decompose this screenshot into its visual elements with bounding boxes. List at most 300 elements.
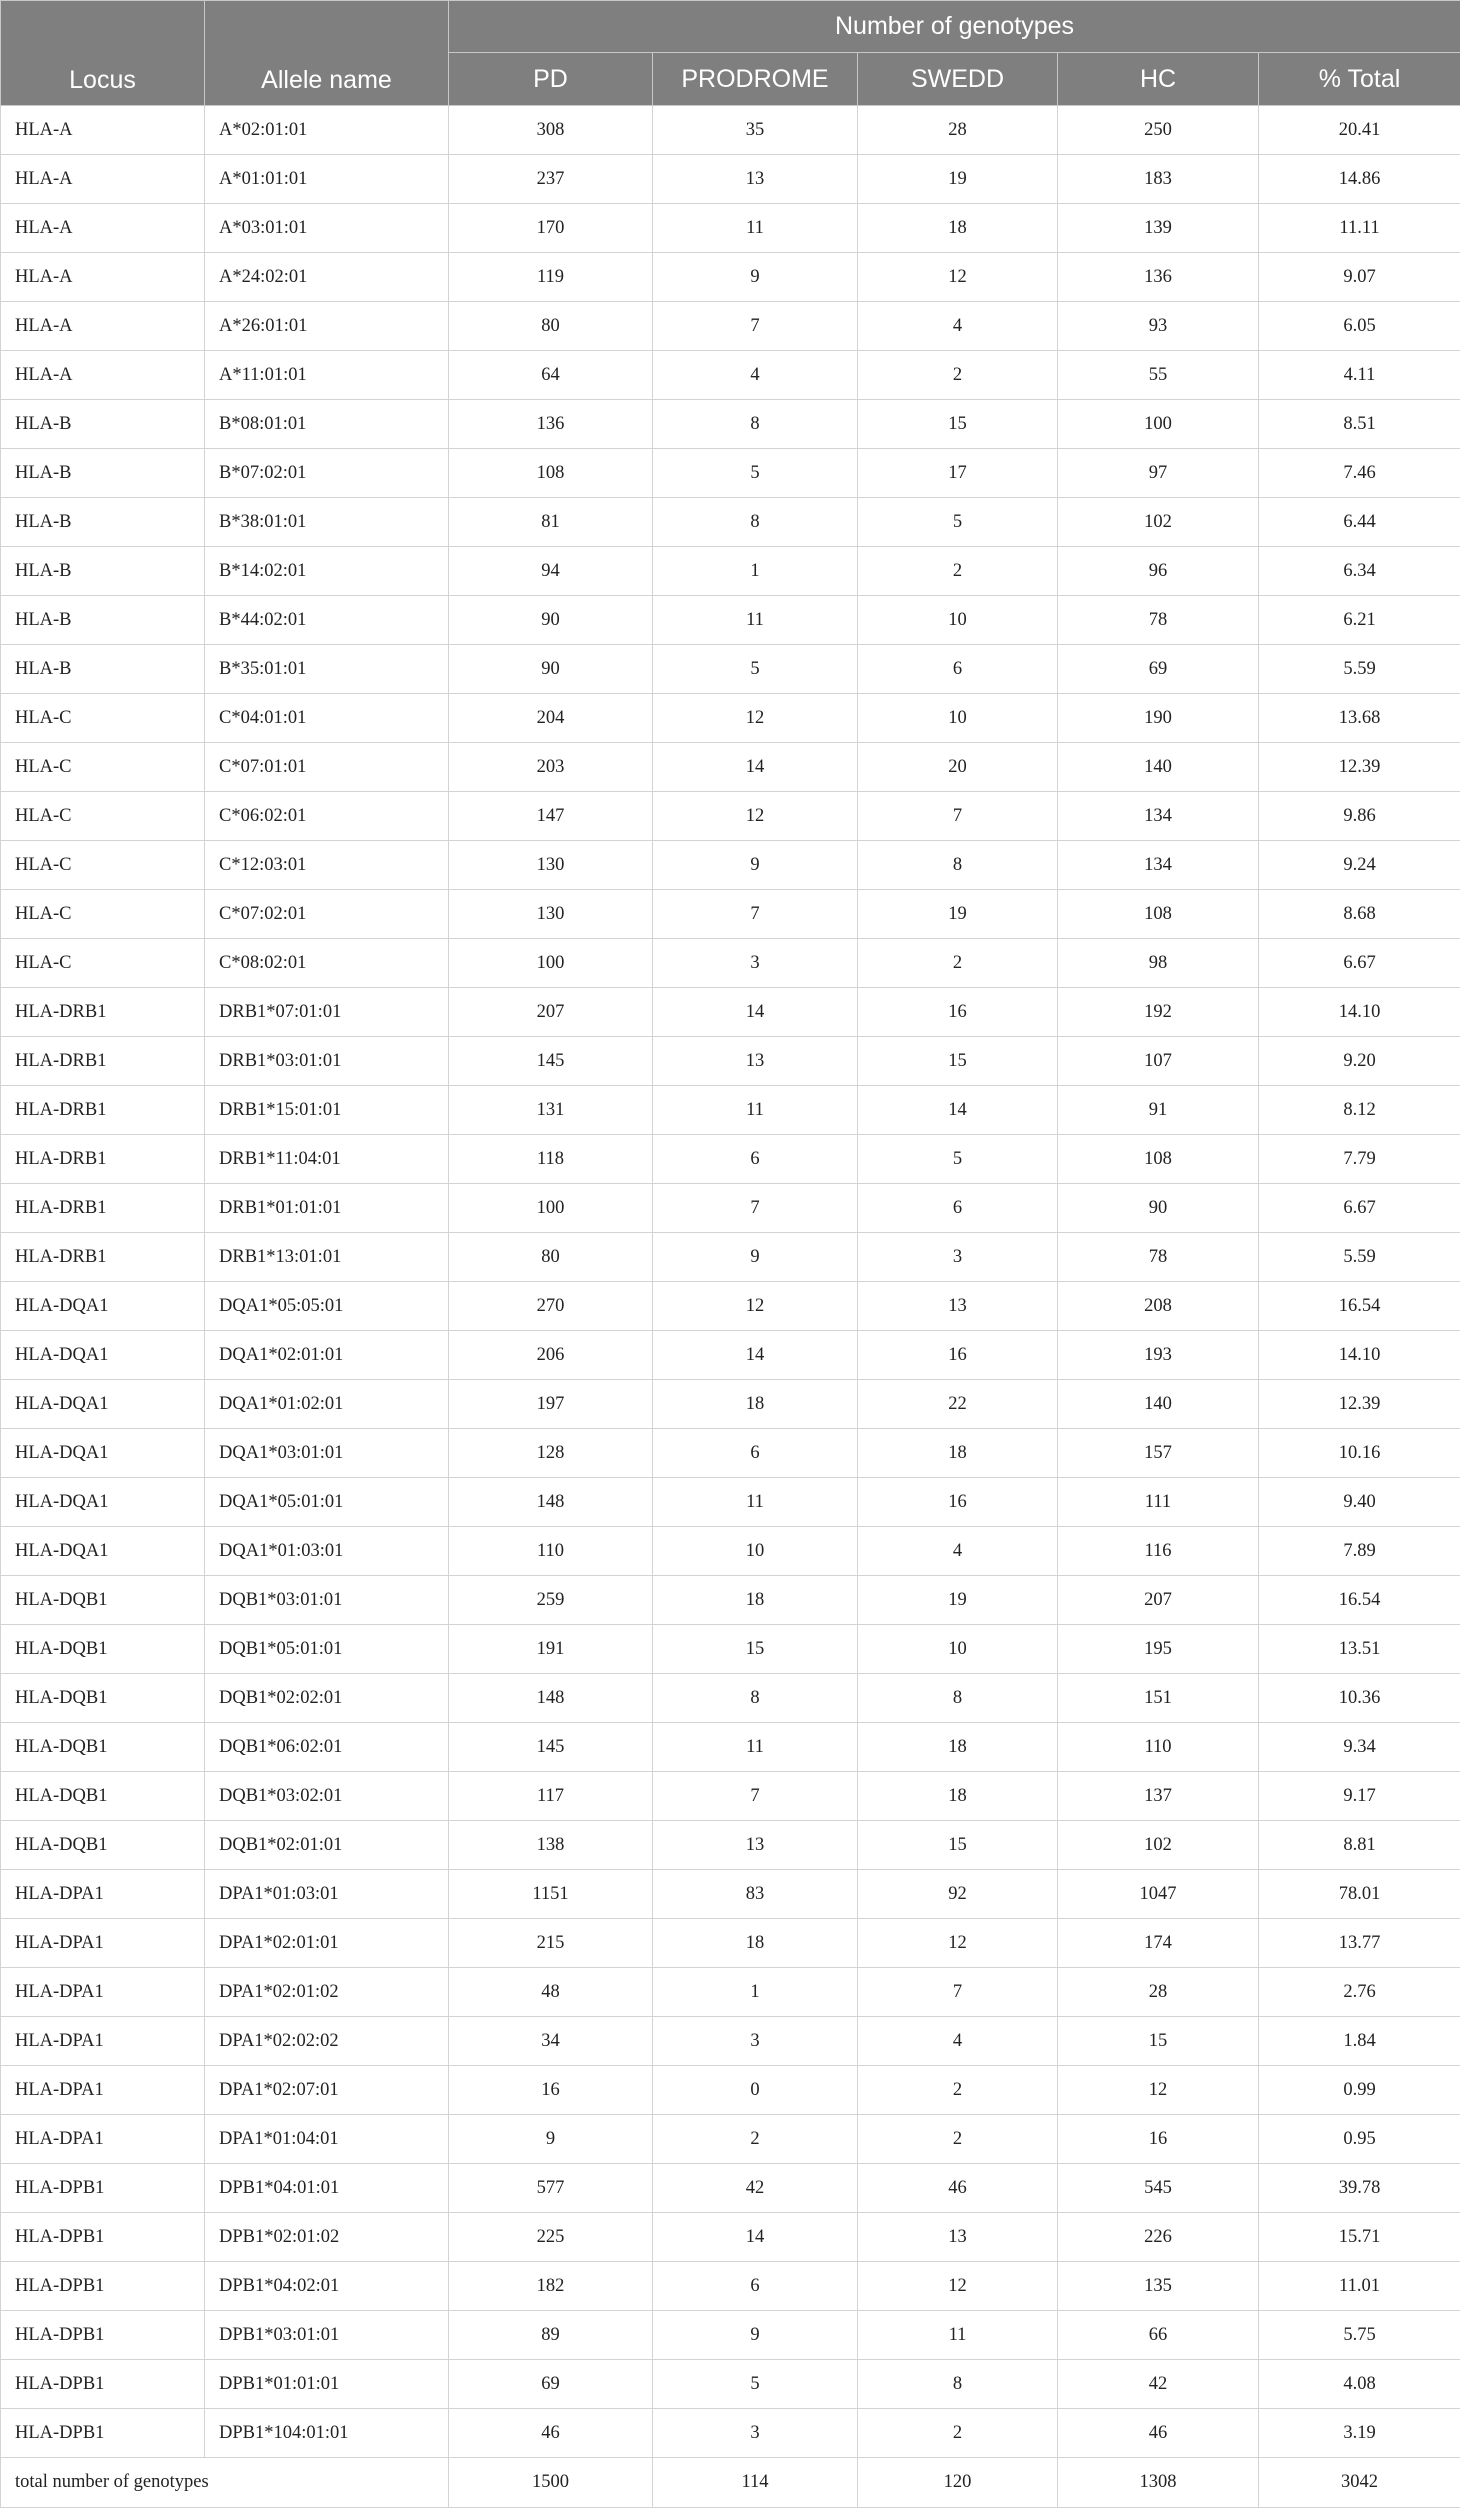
cell-locus: HLA-DQA1 [1,1478,205,1527]
cell-hc: 183 [1058,155,1259,204]
cell-locus: HLA-DPA1 [1,1870,205,1919]
cell-hc: 93 [1058,302,1259,351]
cell-percent-total: 16.54 [1259,1282,1460,1331]
cell-pd: 1151 [449,1870,653,1919]
cell-pd: 46 [449,2409,653,2458]
cell-hc: 140 [1058,743,1259,792]
table-row [1,1086,1460,1135]
cell-percent-total: 39.78 [1259,2164,1460,2213]
cell-percent-total: 11.01 [1259,2262,1460,2311]
cell-allele-name: DRB1*03:01:01 [205,1037,449,1086]
cell-locus: HLA-DQB1 [1,1625,205,1674]
cell-prodrome: 11 [653,204,858,253]
cell-prodrome: 7 [653,1184,858,1233]
cell-percent-total: 10.36 [1259,1674,1460,1723]
cell-allele-name: DQA1*01:03:01 [205,1527,449,1576]
cell-allele-name: B*14:02:01 [205,547,449,596]
cell-allele-name: DRB1*13:01:01 [205,1233,449,1282]
cell-hc: 207 [1058,1576,1259,1625]
cell-allele-name: DRB1*07:01:01 [205,988,449,1037]
cell-locus: HLA-DPB1 [1,2311,205,2360]
cell-swedd: 28 [858,106,1058,155]
cell-percent-total: 6.21 [1259,596,1460,645]
table-row [1,596,1460,645]
cell-swedd: 8 [858,1674,1058,1723]
cell-locus: HLA-DQA1 [1,1282,205,1331]
cell-swedd: 16 [858,1331,1058,1380]
cell-percent-total: 13.68 [1259,694,1460,743]
cell-allele-name: B*08:01:01 [205,400,449,449]
cell-allele-name: DPA1*02:01:02 [205,1968,449,2017]
cell-prodrome: 14 [653,2213,858,2262]
cell-allele-name: DPB1*04:01:01 [205,2164,449,2213]
table-row [1,155,1460,204]
cell-pd: 197 [449,1380,653,1429]
cell-locus: HLA-DQA1 [1,1527,205,1576]
cell-pd: 90 [449,596,653,645]
cell-pd: 204 [449,694,653,743]
cell-pd: 34 [449,2017,653,2066]
cell-locus: HLA-DPB1 [1,2164,205,2213]
cell-locus: HLA-DQB1 [1,1772,205,1821]
table-row [1,1135,1460,1184]
cell-percent-total: 5.75 [1259,2311,1460,2360]
header-hc: HC [1058,53,1259,106]
cell-pd: 128 [449,1429,653,1478]
table-row [1,1968,1460,2017]
table-row [1,1919,1460,1968]
cell-allele-name: B*44:02:01 [205,596,449,645]
cell-swedd: 20 [858,743,1058,792]
cell-pd: 170 [449,204,653,253]
cell-prodrome: 6 [653,1429,858,1478]
cell-swedd: 6 [858,645,1058,694]
cell-swedd: 13 [858,1282,1058,1331]
cell-prodrome: 6 [653,1135,858,1184]
cell-allele-name: A*26:01:01 [205,302,449,351]
cell-swedd: 16 [858,988,1058,1037]
cell-percent-total: 8.51 [1259,400,1460,449]
cell-locus: HLA-B [1,645,205,694]
cell-hc: 139 [1058,204,1259,253]
table-row [1,841,1460,890]
cell-pd: 130 [449,841,653,890]
cell-prodrome: 35 [653,106,858,155]
cell-pd: 207 [449,988,653,1037]
cell-hc: 111 [1058,1478,1259,1527]
cell-percent-total: 0.95 [1259,2115,1460,2164]
cell-pd: 308 [449,106,653,155]
cell-allele-name: A*24:02:01 [205,253,449,302]
cell-pd: 108 [449,449,653,498]
cell-prodrome: 2 [653,2115,858,2164]
cell-allele-name: DQA1*01:02:01 [205,1380,449,1429]
cell-pd: 80 [449,1233,653,1282]
table-row [1,2311,1460,2360]
table-row [1,1821,1460,1870]
cell-hc: 134 [1058,841,1259,890]
cell-pd: 138 [449,1821,653,1870]
cell-hc: 69 [1058,645,1259,694]
cell-prodrome: 18 [653,1576,858,1625]
cell-prodrome: 13 [653,1037,858,1086]
cell-hc: 12 [1058,2066,1259,2115]
cell-pd: 89 [449,2311,653,2360]
cell-percent-total: 14.86 [1259,155,1460,204]
cell-locus: HLA-B [1,498,205,547]
cell-prodrome: 83 [653,1870,858,1919]
table-row [1,498,1460,547]
cell-pd: 191 [449,1625,653,1674]
table-row [1,1576,1460,1625]
cell-swedd: 11 [858,2311,1058,2360]
cell-locus: HLA-DPA1 [1,1919,205,1968]
cell-swedd: 4 [858,302,1058,351]
cell-prodrome: 12 [653,694,858,743]
cell-prodrome: 7 [653,1772,858,1821]
cell-percent-total: 9.17 [1259,1772,1460,1821]
cell-locus: HLA-DPB1 [1,2213,205,2262]
cell-pd: 136 [449,400,653,449]
cell-locus: HLA-DQB1 [1,1821,205,1870]
cell-hc: 100 [1058,400,1259,449]
cell-percent-total: 6.67 [1259,939,1460,988]
cell-allele-name: A*01:01:01 [205,155,449,204]
cell-hc: 137 [1058,1772,1259,1821]
cell-prodrome: 7 [653,302,858,351]
cell-hc: 193 [1058,1331,1259,1380]
cell-percent-total: 5.59 [1259,645,1460,694]
cell-hc: 192 [1058,988,1259,1037]
cell-locus: HLA-DQA1 [1,1380,205,1429]
table-row [1,1870,1460,1919]
table-row [1,1037,1460,1086]
cell-swedd: 5 [858,498,1058,547]
table-row [1,939,1460,988]
cell-locus: HLA-C [1,792,205,841]
cell-allele-name: C*12:03:01 [205,841,449,890]
cell-locus: HLA-DQA1 [1,1429,205,1478]
cell-allele-name: DPB1*02:01:02 [205,2213,449,2262]
table-row [1,743,1460,792]
cell-locus: HLA-DQA1 [1,1331,205,1380]
cell-locus: HLA-C [1,841,205,890]
footer-pd-total: 1500 [449,2458,653,2508]
cell-prodrome: 9 [653,2311,858,2360]
cell-allele-name: DRB1*15:01:01 [205,1086,449,1135]
cell-locus: HLA-DQB1 [1,1723,205,1772]
cell-locus: HLA-DPB1 [1,2262,205,2311]
cell-prodrome: 11 [653,1723,858,1772]
cell-pd: 225 [449,2213,653,2262]
cell-pd: 100 [449,939,653,988]
cell-allele-name: DPA1*02:02:02 [205,2017,449,2066]
cell-locus: HLA-DQB1 [1,1674,205,1723]
table-row [1,449,1460,498]
cell-swedd: 19 [858,155,1058,204]
cell-locus: HLA-DRB1 [1,1086,205,1135]
cell-hc: 250 [1058,106,1259,155]
cell-hc: 66 [1058,2311,1259,2360]
cell-locus: HLA-B [1,449,205,498]
cell-allele-name: DPB1*104:01:01 [205,2409,449,2458]
cell-prodrome: 0 [653,2066,858,2115]
cell-hc: 116 [1058,1527,1259,1576]
cell-pd: 148 [449,1674,653,1723]
cell-pd: 16 [449,2066,653,2115]
cell-pd: 81 [449,498,653,547]
cell-prodrome: 8 [653,498,858,547]
cell-locus: HLA-DRB1 [1,1135,205,1184]
table-row [1,1233,1460,1282]
cell-swedd: 14 [858,1086,1058,1135]
cell-prodrome: 9 [653,253,858,302]
cell-swedd: 18 [858,1723,1058,1772]
cell-prodrome: 12 [653,792,858,841]
cell-percent-total: 6.44 [1259,498,1460,547]
cell-hc: 135 [1058,2262,1259,2311]
footer-row [1,2458,1460,2508]
cell-allele-name: DQA1*02:01:01 [205,1331,449,1380]
cell-swedd: 22 [858,1380,1058,1429]
table-row [1,694,1460,743]
cell-percent-total: 15.71 [1259,2213,1460,2262]
cell-prodrome: 5 [653,2360,858,2409]
cell-hc: 42 [1058,2360,1259,2409]
table-row [1,253,1460,302]
cell-prodrome: 1 [653,1968,858,2017]
table-row [1,1478,1460,1527]
cell-pd: 90 [449,645,653,694]
cell-allele-name: A*11:01:01 [205,351,449,400]
cell-allele-name: DQA1*05:01:01 [205,1478,449,1527]
table-row [1,1674,1460,1723]
cell-hc: 96 [1058,547,1259,596]
cell-prodrome: 8 [653,400,858,449]
table-row [1,1625,1460,1674]
cell-allele-name: DPB1*01:01:01 [205,2360,449,2409]
table-row [1,2115,1460,2164]
cell-hc: 90 [1058,1184,1259,1233]
cell-prodrome: 15 [653,1625,858,1674]
cell-swedd: 92 [858,1870,1058,1919]
cell-allele-name: DQB1*05:01:01 [205,1625,449,1674]
table-row [1,547,1460,596]
cell-locus: HLA-DRB1 [1,1037,205,1086]
cell-percent-total: 10.16 [1259,1429,1460,1478]
cell-percent-total: 13.51 [1259,1625,1460,1674]
footer-label: total number of genotypes [1,2458,449,2508]
cell-allele-name: DQA1*05:05:01 [205,1282,449,1331]
cell-swedd: 2 [858,2066,1058,2115]
cell-allele-name: DQB1*03:01:01 [205,1576,449,1625]
cell-percent-total: 11.11 [1259,204,1460,253]
cell-swedd: 4 [858,1527,1058,1576]
cell-allele-name: B*07:02:01 [205,449,449,498]
cell-locus: HLA-A [1,155,205,204]
cell-percent-total: 7.89 [1259,1527,1460,1576]
cell-prodrome: 14 [653,988,858,1037]
cell-hc: 190 [1058,694,1259,743]
cell-locus: HLA-A [1,351,205,400]
cell-hc: 91 [1058,1086,1259,1135]
cell-prodrome: 3 [653,2017,858,2066]
cell-locus: HLA-B [1,547,205,596]
cell-allele-name: C*07:02:01 [205,890,449,939]
cell-pd: 577 [449,2164,653,2213]
cell-percent-total: 4.08 [1259,2360,1460,2409]
header-prodrome: PRODROME [653,53,858,106]
cell-percent-total: 12.39 [1259,1380,1460,1429]
cell-percent-total: 3.19 [1259,2409,1460,2458]
cell-allele-name: DQB1*06:02:01 [205,1723,449,1772]
cell-locus: HLA-DPA1 [1,2017,205,2066]
table-body [1,106,1460,2508]
cell-swedd: 15 [858,1821,1058,1870]
cell-hc: 16 [1058,2115,1259,2164]
cell-swedd: 2 [858,351,1058,400]
cell-swedd: 3 [858,1233,1058,1282]
cell-swedd: 7 [858,1968,1058,2017]
cell-hc: 174 [1058,1919,1259,1968]
cell-hc: 102 [1058,1821,1259,1870]
cell-pd: 9 [449,2115,653,2164]
table-row [1,1723,1460,1772]
cell-percent-total: 9.86 [1259,792,1460,841]
cell-allele-name: A*02:01:01 [205,106,449,155]
cell-pd: 203 [449,743,653,792]
header-number-of-genotypes: Number of genotypes [449,1,1460,53]
cell-pd: 118 [449,1135,653,1184]
footer-hc-total: 1308 [1058,2458,1259,2508]
cell-percent-total: 6.34 [1259,547,1460,596]
table-row [1,1527,1460,1576]
cell-allele-name: B*38:01:01 [205,498,449,547]
cell-pd: 80 [449,302,653,351]
cell-percent-total: 12.39 [1259,743,1460,792]
cell-percent-total: 9.07 [1259,253,1460,302]
cell-locus: HLA-A [1,253,205,302]
cell-swedd: 8 [858,2360,1058,2409]
cell-locus: HLA-DPB1 [1,2360,205,2409]
cell-swedd: 10 [858,1625,1058,1674]
cell-locus: HLA-DRB1 [1,988,205,1037]
table-row [1,1772,1460,1821]
cell-locus: HLA-A [1,204,205,253]
cell-locus: HLA-DRB1 [1,1184,205,1233]
cell-percent-total: 7.79 [1259,1135,1460,1184]
cell-swedd: 18 [858,204,1058,253]
table-row [1,2066,1460,2115]
cell-allele-name: DPA1*02:01:01 [205,1919,449,1968]
cell-percent-total: 16.54 [1259,1576,1460,1625]
cell-percent-total: 2.76 [1259,1968,1460,2017]
cell-hc: 28 [1058,1968,1259,2017]
table-row [1,106,1460,155]
cell-swedd: 10 [858,694,1058,743]
cell-swedd: 2 [858,2409,1058,2458]
cell-locus: HLA-DPA1 [1,1968,205,2017]
cell-hc: 98 [1058,939,1259,988]
table-row [1,1282,1460,1331]
cell-allele-name: C*06:02:01 [205,792,449,841]
header-pd: PD [449,53,653,106]
cell-hc: 46 [1058,2409,1259,2458]
cell-pd: 69 [449,2360,653,2409]
cell-hc: 110 [1058,1723,1259,1772]
cell-hc: 195 [1058,1625,1259,1674]
cell-hc: 157 [1058,1429,1259,1478]
cell-allele-name: A*03:01:01 [205,204,449,253]
cell-prodrome: 11 [653,596,858,645]
cell-prodrome: 14 [653,1331,858,1380]
cell-locus: HLA-B [1,596,205,645]
cell-percent-total: 13.77 [1259,1919,1460,1968]
cell-allele-name: DPB1*03:01:01 [205,2311,449,2360]
header-allele-name: Allele name [205,1,449,106]
footer-prodrome-total: 114 [653,2458,858,2508]
cell-percent-total: 1.84 [1259,2017,1460,2066]
cell-prodrome: 18 [653,1380,858,1429]
cell-hc: 102 [1058,498,1259,547]
table-row [1,1331,1460,1380]
cell-prodrome: 9 [653,1233,858,1282]
cell-hc: 108 [1058,1135,1259,1184]
cell-pd: 100 [449,1184,653,1233]
table-row [1,2213,1460,2262]
cell-allele-name: DPB1*04:02:01 [205,2262,449,2311]
table-row [1,1429,1460,1478]
cell-locus: HLA-C [1,743,205,792]
header-swedd: SWEDD [858,53,1058,106]
cell-pd: 119 [449,253,653,302]
cell-pd: 259 [449,1576,653,1625]
cell-percent-total: 8.68 [1259,890,1460,939]
cell-prodrome: 3 [653,939,858,988]
cell-hc: 136 [1058,253,1259,302]
cell-pd: 130 [449,890,653,939]
cell-prodrome: 1 [653,547,858,596]
cell-locus: HLA-DQB1 [1,1576,205,1625]
cell-swedd: 13 [858,2213,1058,2262]
cell-percent-total: 14.10 [1259,1331,1460,1380]
cell-pd: 64 [449,351,653,400]
header-percent-total: % Total [1259,53,1460,106]
cell-locus: HLA-DRB1 [1,1233,205,1282]
table-row [1,204,1460,253]
cell-allele-name: C*04:01:01 [205,694,449,743]
cell-prodrome: 14 [653,743,858,792]
cell-hc: 226 [1058,2213,1259,2262]
cell-prodrome: 13 [653,155,858,204]
cell-pd: 182 [449,2262,653,2311]
cell-pd: 94 [449,547,653,596]
cell-prodrome: 9 [653,841,858,890]
table-row [1,302,1460,351]
cell-allele-name: DRB1*01:01:01 [205,1184,449,1233]
cell-swedd: 17 [858,449,1058,498]
cell-prodrome: 12 [653,1282,858,1331]
table-row [1,2164,1460,2213]
cell-locus: HLA-C [1,939,205,988]
cell-hc: 97 [1058,449,1259,498]
cell-swedd: 18 [858,1772,1058,1821]
cell-swedd: 5 [858,1135,1058,1184]
cell-swedd: 2 [858,939,1058,988]
cell-percent-total: 9.20 [1259,1037,1460,1086]
table-row [1,2409,1460,2458]
cell-percent-total: 9.40 [1259,1478,1460,1527]
